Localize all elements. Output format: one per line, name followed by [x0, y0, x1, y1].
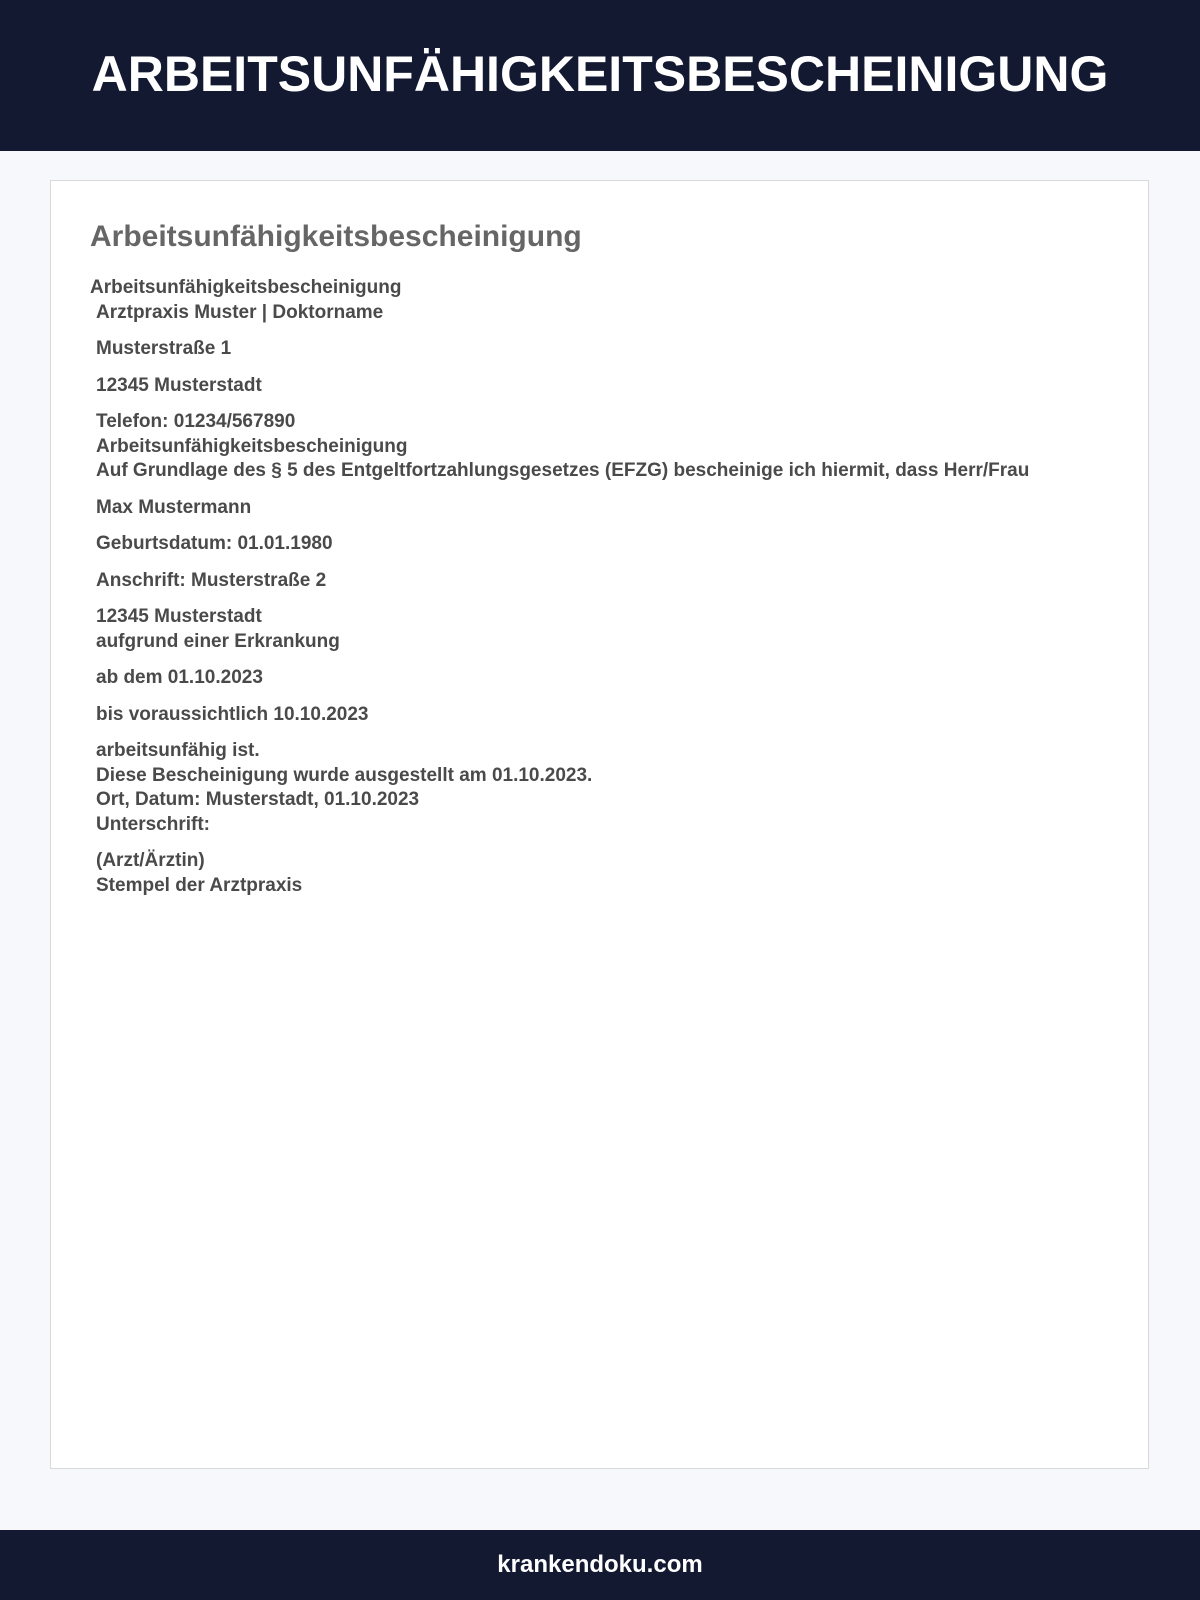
document-subheading: Arbeitsunfähigkeitsbescheinigung: [96, 435, 408, 457]
practice-street: Musterstraße 1: [96, 338, 232, 359]
doctor-label: (Arzt/Ärztin): [96, 850, 205, 871]
patient-address-city: 12345 Musterstadt: [96, 606, 262, 627]
signature-label: Unterschrift:: [96, 813, 211, 835]
site-header: [0, 0, 1200, 151]
practice-name: Arztpraxis Muster | Doktorname: [96, 301, 384, 323]
intro-text: Auf Grundlage des § 5 des Entgeltfortzahlungsgesetzes (EFZG) bescheinige ich hiermit, dass Herr/Frau: [96, 460, 1030, 481]
patient-address-street: Anschrift: Musterstraße 2: [96, 569, 327, 591]
conclusion-text: arbeitsunfähig ist.: [96, 740, 260, 761]
start-date: ab dem 01.10.2023: [96, 667, 263, 688]
card-title: Arbeitsunfähigkeitsbescheinigung: [90, 220, 582, 253]
practice-city: 12345 Musterstadt: [96, 374, 262, 396]
page-title: ARBEITSUNFÄHIGKEITSBESCHEINIGUNG: [91, 45, 1109, 102]
practice-phone: Telefon: 01234/567890: [96, 411, 296, 432]
end-date: bis voraussichtlich 10.10.2023: [96, 703, 369, 725]
certificate-body: [90, 276, 1130, 898]
patient-name: Max Mustermann: [96, 496, 252, 518]
stamp-label: Stempel der Arztpraxis: [96, 874, 303, 896]
place-date: Ort, Datum: Musterstadt, 01.10.2023: [96, 789, 420, 810]
document-card: [50, 180, 1149, 1469]
site-footer: [0, 1530, 1200, 1600]
footer-site-name: krankendoku.com: [497, 1551, 703, 1578]
reason-text: aufgrund einer Erkrankung: [96, 630, 340, 652]
document-heading: Arbeitsunfähigkeitsbescheinigung: [90, 277, 402, 298]
issued-text: Diese Bescheinigung wurde ausgestellt am 01.10.2023.: [96, 764, 593, 786]
patient-birthdate: Geburtsdatum: 01.01.1980: [96, 533, 333, 554]
